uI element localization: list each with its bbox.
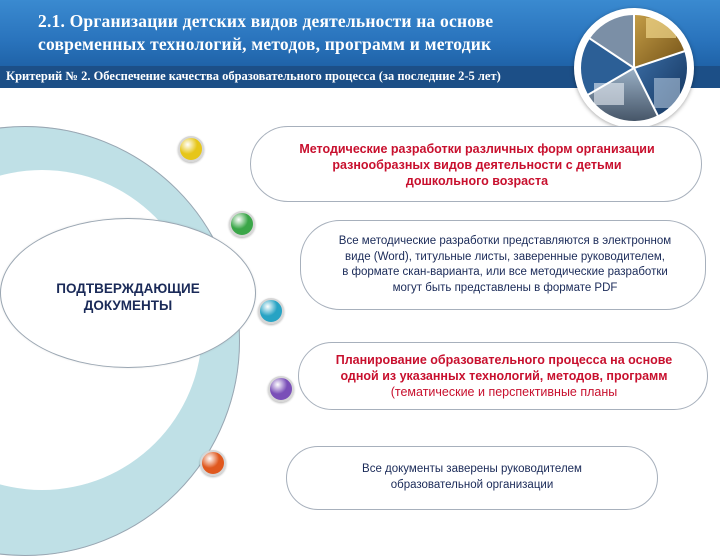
bullet-dot-yellow	[178, 136, 204, 162]
item-1-line-2: разнообразных видов деятельности с детьми	[332, 158, 622, 172]
item-3-line-1: Планирование образовательного процесса на основе	[335, 353, 673, 367]
item-text-1	[262, 141, 692, 189]
item-3-subline: (тематические и перспективные планы	[390, 385, 618, 399]
center-label	[0, 280, 256, 314]
bullet-dot-green	[229, 211, 255, 237]
bullet-dot-purple	[268, 376, 294, 402]
slide-title-line-2: современных технологий, методов, программ и методик	[38, 34, 492, 54]
item-1-line-3: дошкольного возраста	[405, 174, 549, 188]
bullet-dot-teal	[258, 298, 284, 324]
item-2-line-1: Все методические разработки представляются в электронном	[338, 235, 672, 247]
item-text-4	[290, 462, 654, 493]
item-4-line-2: образовательной организации	[390, 478, 554, 491]
center-label-line-2: ДОКУМЕНТЫ	[83, 298, 173, 313]
criterion-text: Критерий № 2. Обеспечение качества образовательного процесса (за последние 2-5 лет)	[6, 69, 501, 83]
item-2-line-4: могут быть представлены в формате PDF	[392, 281, 618, 294]
slide-title-line-1: 2.1. Организации детских видов деятельности на основе	[38, 11, 494, 31]
item-1-line-1: Методические разработки различных форм организации	[299, 142, 655, 156]
item-2-line-3: в формате скан-варианта, или все методические разработки	[342, 266, 668, 278]
slide-title	[38, 10, 598, 56]
center-label-line-1: ПОДТВЕРЖДАЮЩИЕ	[56, 281, 200, 296]
item-text-2	[306, 234, 704, 296]
photo-collage-icon	[574, 8, 694, 128]
item-3-line-2: одной из указанных технологий, методов, программ	[340, 369, 668, 383]
header-photo-collage	[574, 8, 694, 128]
bullet-dot-orange	[200, 450, 226, 476]
item-text-3	[304, 352, 704, 400]
item-2-line-2: виде (Word), титульные листы, заверенные руководителем,	[344, 250, 666, 263]
item-4-line-1: Все документы заверены руководителем	[362, 463, 582, 475]
